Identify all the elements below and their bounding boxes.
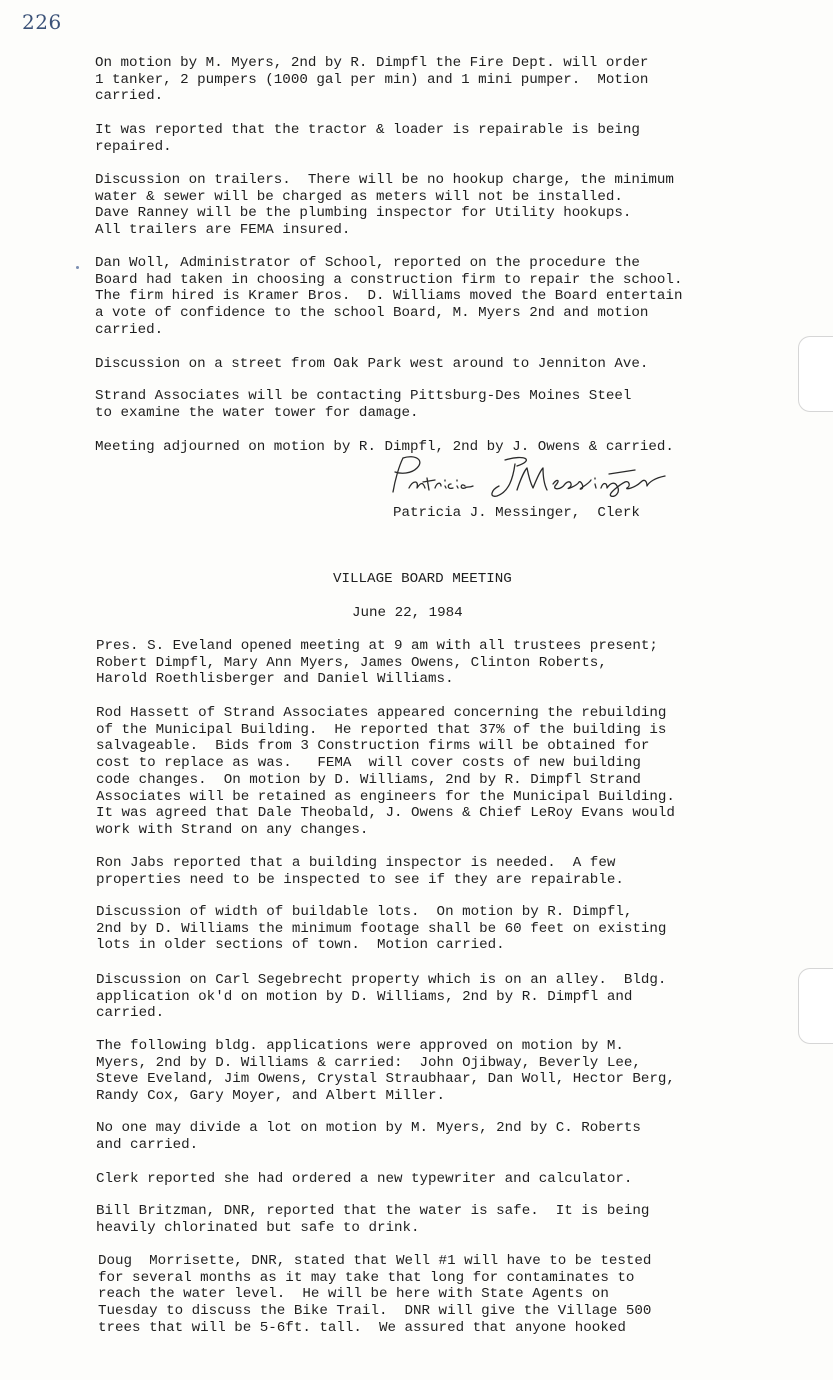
- clerk-signature: [385, 452, 675, 500]
- paragraph-divide-lot: No one may divide a lot on motion by M. Myers, 2nd by C. Roberts and carried.: [96, 1120, 641, 1153]
- paragraph-bldg-applications: The following bldg. applications were approved on motion by M. Myers, 2nd by D. Williams & carried: John Ojibway, Beverly Lee, Steve Eveland, Jim Owens, Crystal Straubhaar, Dan Woll, Hector Berg, Randy Cox, Gary Moyer, and Albert Miller.: [96, 1038, 675, 1105]
- binder-tab-top: [798, 336, 833, 412]
- paragraph-opening: Pres. S. Eveland opened meeting at 9 am with all trustees present; Robert Dimpfl, Mary Ann Myers, James Owens, Clinton Roberts, Harold Roethlisberger and Daniel Williams.: [96, 638, 658, 688]
- paragraph-water-tower: Strand Associates will be contacting Pittsburg-Des Moines Steel to examine the water tower for damage.: [95, 388, 632, 421]
- paragraph-trailers: Discussion on trailers. There will be no hookup charge, the minimum water & sewer will be charged as meters will not be installed. Dave Ranney will be the plumbing inspector for Utility hookups. All trailers are FEMA insured.: [95, 172, 674, 239]
- paragraph-segebrecht: Discussion on Carl Segebrecht property which is on an alley. Bldg. application ok'd on motion by D. Williams, 2nd by R. Dimpfl and carried.: [96, 972, 667, 1022]
- paragraph-adjourned: Meeting adjourned on motion by R. Dimpfl, 2nd by J. Owens & carried.: [95, 439, 674, 455]
- paragraph-school: Dan Woll, Administrator of School, reported on the procedure the Board had taken in choosing a construction firm to repair the school. The firm hired is Kramer Bros. D. Williams moved the Board entertain a vote of confidence to the school Board, M. Myers 2nd and motion carried.: [95, 255, 683, 338]
- paragraph-buildable-lots: Discussion of width of buildable lots. On motion by R. Dimpfl, 2nd by D. Williams the minimum footage shall be 60 feet on existing lots in older sections of town. Motion carried.: [96, 904, 667, 954]
- paragraph-water-safe: Bill Britzman, DNR, reported that the water is safe. It is being heavily chlorinated but safe to drink.: [96, 1203, 650, 1236]
- meeting-title: VILLAGE BOARD MEETING: [333, 571, 512, 587]
- meeting-date: June 22, 1984: [352, 605, 463, 621]
- paragraph-well-testing: Doug Morrisette, DNR, stated that Well #1 will have to be tested for several months as it may take that long for contaminates to reach the water level. He will be here with State Agents on Tuesday to discuss the Bike Trail. DNR will give the Village 500 trees that will be 5-6ft. tall. We assured that anyone hooked: [98, 1253, 652, 1336]
- ink-speck: [76, 266, 79, 269]
- paragraph-building-inspector: Ron Jabs reported that a building inspector is needed. A few properties need to be inspected to see if they are repairable.: [96, 855, 624, 888]
- page-number: 226: [22, 10, 62, 34]
- paragraph-typewriter: Clerk reported she had ordered a new typewriter and calculator.: [96, 1171, 633, 1187]
- binder-tab-bottom: [798, 968, 833, 1044]
- paragraph-street: Discussion on a street from Oak Park west around to Jenniton Ave.: [95, 356, 649, 372]
- paragraph-fire-dept-order: On motion by M. Myers, 2nd by R. Dimpfl the Fire Dept. will order 1 tanker, 2 pumpers (1000 gal per min) and 1 mini pumper. Motion carried.: [95, 55, 649, 105]
- clerk-name: Patricia J. Messinger, Clerk: [393, 505, 640, 521]
- paragraph-municipal-building: Rod Hassett of Strand Associates appeared concerning the rebuilding of the Municipal Building. He reported that 37% of the building is salvageable. Bids from 3 Construction firms will be obtained for cost to replace as was. FEMA will cover costs of new building code changes. On motion by D. Williams, 2nd by R. Dimpfl Strand Associates will be retained as engineers for the Municipal Building. It was agreed that Dale Theobald, J. Owens & Chief LeRoy Evans would work with Strand on any changes.: [96, 705, 675, 838]
- paragraph-tractor-loader: It was reported that the tractor & loader is repairable is being repaired.: [95, 122, 640, 155]
